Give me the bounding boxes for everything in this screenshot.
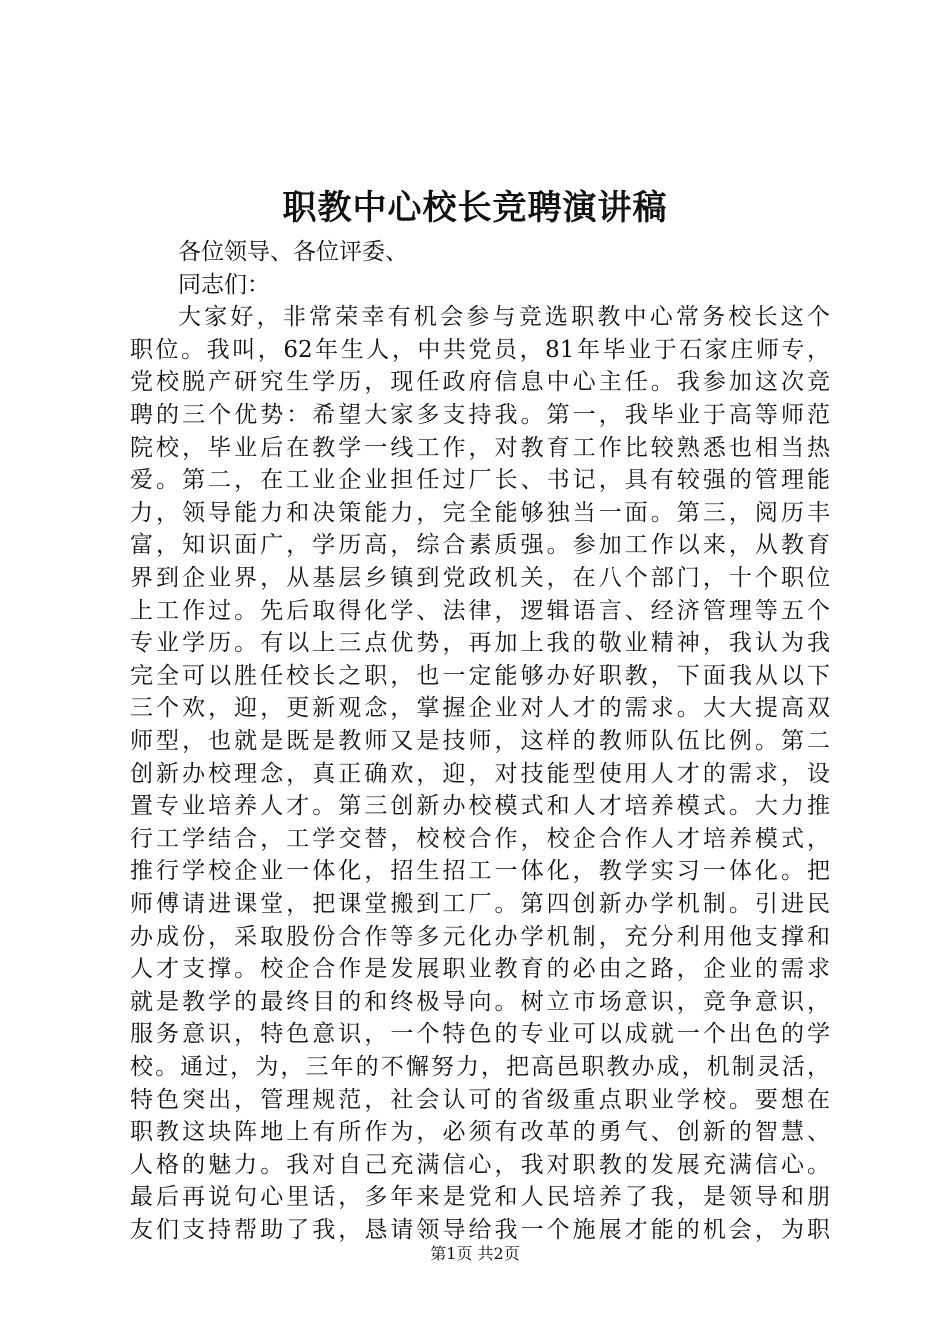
body-line: 三个欢，迎，更新观念，掌握企业对人才的需求。大大提高双 [130, 695, 830, 722]
body-line: 推行学校企业一体化，招生招工一体化，教学实习一体化。把 [130, 858, 830, 885]
body-line: 友们支持帮助了我，恳请领导给我一个施展才能的机会，为职 [130, 1217, 830, 1243]
body-line: 专业学历。有以上三点优势，再加上我的敬业精神，我认为我 [130, 630, 830, 657]
body-line: 党校脱产研究生学历，现任政府信息中心主任。我参加这次竞 [130, 369, 830, 396]
body-line: 大家好，非常荣幸有机会参与竞选职教中心常务校长这个 [178, 304, 830, 331]
body-line: 上工作过。先后取得化学、法律，逻辑语言、经济管理等五个 [130, 597, 830, 624]
body-line: 最后再说句心里话，多年来是党和人民培养了我，是领导和朋 [130, 1184, 830, 1211]
document-title: 职教中心校长竞聘演讲稿 [282, 188, 668, 228]
body-line: 人格的魅力。我对自己充满信心，我对职教的发展充满信心。 [130, 1151, 830, 1178]
body-line: 就是教学的最终目的和终极导向。树立市场意识，竞争意识， [130, 988, 830, 1015]
body-line: 院校，毕业后在教学一线工作，对教育工作比较熟悉也相当热 [130, 434, 830, 461]
body-line: 师型，也就是既是教师又是技师，这样的教师队伍比例。第二 [130, 728, 830, 754]
body-line: 富，知识面广，学历高，综合素质强。参加工作以来，从教育 [130, 532, 830, 559]
body-line: 爱。第二，在工业企业担任过厂长、书记，具有较强的管理能 [130, 467, 830, 494]
body-line: 职教这块阵地上有所作为，必须有改革的勇气、创新的智慧、 [130, 1119, 830, 1146]
body-line: 校。通过，为，三年的不懈努力，把高邑职教办成，机制灵活， [130, 1054, 830, 1080]
body-line: 完全可以胜任校长之职，也一定能够办好职教，下面我从以下 [130, 662, 830, 689]
body-line: 服务意识，特色意识，一个特色的专业可以成就一个出色的学 [130, 1021, 830, 1048]
body-line: 创新办校理念，真正确欢，迎，对技能型使用人才的需求，设 [130, 760, 830, 787]
body-line: 师傅请进课堂，把课堂搬到工厂。第四创新办学机制。引进民 [130, 891, 830, 917]
body-line: 特色突出，管理规范，社会认可的省级重点职业学校。要想在 [130, 1086, 830, 1113]
page-footer: 第1页 共2页 [430, 1244, 520, 1263]
body-line: 聘的三个优势：希望大家多支持我。第一，我毕业于高等师范 [130, 402, 830, 428]
salutation-line: 同志们： [178, 271, 270, 298]
body-line: 职位。我叫，62年生人，中共党员，81年毕业于石家庄师专， [130, 336, 830, 363]
body-line: 人才支撑。校企合作是发展职业教育的必由之路，企业的需求 [130, 956, 830, 983]
body-line: 行工学结合，工学交替，校校合作，校企合作人才培养模式， [130, 825, 830, 852]
salutation-line: 各位领导、各位评委、 [178, 239, 408, 265]
body-line: 置专业培养人才。第三创新办校模式和人才培养模式。大力推 [130, 793, 830, 820]
body-line: 办成份，采取股份合作等多元化办学机制，充分利用他支撑和 [130, 923, 830, 950]
body-line: 界到企业界，从基层乡镇到党政机关，在八个部门，十个职位 [130, 565, 830, 591]
body-line: 力，领导能力和决策能力，完全能够独当一面。第三，阅历丰 [130, 499, 830, 526]
